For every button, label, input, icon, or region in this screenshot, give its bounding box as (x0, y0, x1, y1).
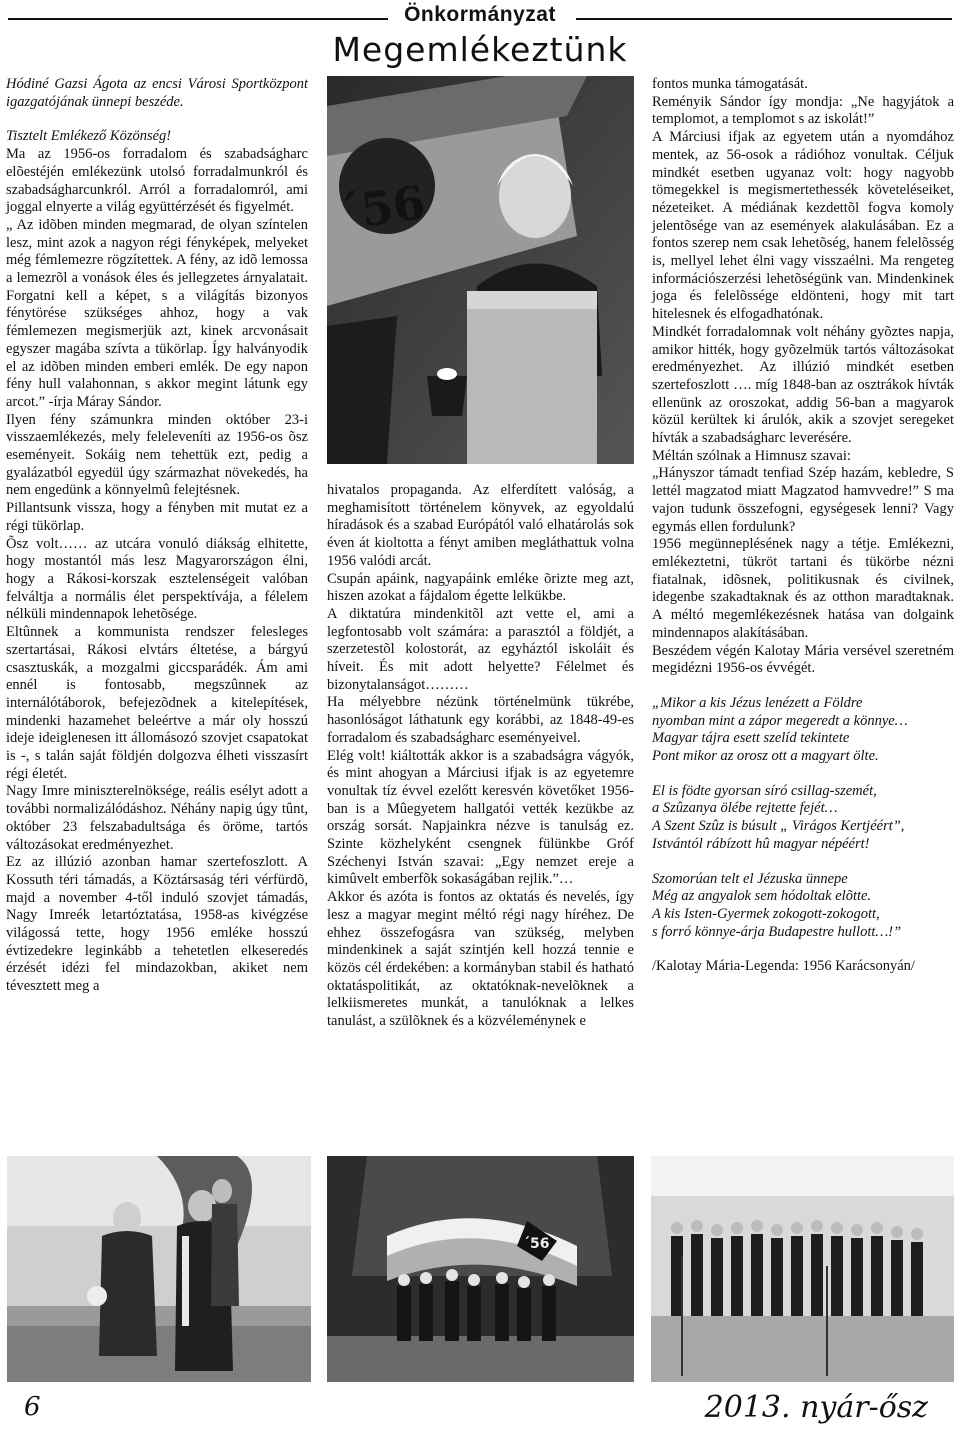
poem-line: „Mikor a kis Jézus lenézett a Földre (652, 694, 863, 711)
paragraph: Reményik Sándor így mondja: „Ne hagyjátok a templomot, a templomot s az iskolát!” (652, 93, 954, 128)
section-header (0, 4, 960, 30)
paragraph: Beszédem végén Kalotay Mária versével szeretném megidézni 1956-os évvégét. (652, 642, 954, 677)
paragraph: hivatalos propaganda. Az elferdített valóság, a meghamisított történelem könyvek, az egyoldalú híradások és a szabad Európától való elhatárolás sok éven át kioltotta a fényt amiben megláthattuk volna 1956 valódi arcát. (327, 482, 634, 569)
poem (652, 695, 954, 941)
paragraph: Méltán szólnak a Himnusz szavai: (652, 447, 851, 464)
paragraph: A diktatúra mindenkitõl azt vette el, ami a legfontosabb volt számára: a parasztól a földjét, a szerzetestõl kolostorát, az egyháztól iskoláit és híveit. És mit adott helyette? Félelmet és bizonytalanságot……… (327, 605, 634, 693)
poem-line: Még az angyalok sem hódoltak elõtte. (652, 888, 872, 905)
page-number: 6 (24, 1392, 41, 1422)
poem-line: El is födte gyorsan síró csillag-szemét, (652, 782, 877, 799)
page-headline: Megemlékeztünk (332, 30, 628, 69)
poem-line: Istvántól rábízott hû magyar népéért! (652, 835, 870, 852)
stage-badge-56: ´56 (523, 1236, 550, 1252)
badge-56-text: ´56 (334, 175, 429, 241)
article-intro: Hódiné Gazsi Ágota az encsi Városi Sportközpont igazgatójának ünnepi beszéde. (6, 76, 308, 110)
poem-line: A Szent Szûz is búsult „ Virágos Kertjéért”, (652, 818, 905, 835)
section-title: Önkormányzat (404, 3, 556, 26)
paragraph: A Márciusi ifjak az egyetem után a nyomdához mentek, az 56-osok a rádióhoz vonultak. Céljuk mindkét esetben ugyanaz volt: hogy nagyobb tömegekkel is megismertethessék követeléseiket, nézeteiket. A médiának kezdettõl fogva komoly jelentõsége van az események alakulásában. Ez a fontos szerep nem csak lehetõség, hanem felelõsség is, mellyel lehet élni vagy visszaélni. Ma rengeteg információszerzési lehetõségünk van. Mindenkinek joga és felelõssége eldönteni, hogy mit tart hitelesnek és elfogadhatónak. (652, 129, 954, 323)
poem-line: a Szûzanya ölébe rejtette fejét… (652, 800, 838, 817)
paragraph: Ha mélyebbre nézünk történelmünk tükrébe, hasonlóságot láthatunk egy korábbi, az 1848-49-es forradalom és szabadságharc eseményeivel. (327, 694, 634, 746)
paragraph: Mindkét forradalomnak volt néhány gyõztes napja, amikor hitték, hogy gyõzelmük tartós változásokat eredményezhet. Az illúzió mindkét esetben szertefoszlott …. míg 1848-ban az osztrákok hívták ellenünk az oroszokat, addig 56-ban a magyarok közül kerültek ki árulók, akik a szovjet seregeket hívták a szabadságharc leverésére. (652, 323, 954, 447)
paragraph: Csupán apáink, nagyapáink emléke õrizte meg azt, hiszen azokat a fájdalom égette lelkükbe. (327, 570, 634, 605)
paragraph: Õsz volt…… az utcára vonuló diákság elhitette, hogy mostantól más lesz Magyarországon élni, hogy a Rákosi-korszak esztelenségeit valóban felváltja a normális élet perspektívája, a félelem nélküli mindennapok lehetõsége. (6, 535, 308, 623)
paragraph: „Hányszor támadt tenfiad Szép hazám, kebledre, S lettél magzatod miatt Magzatod hamvvedre!” S ma vajon tudunk összefogni, egységesek lenni? Vagy egymás ellen fordulunk? (652, 465, 954, 535)
speaker-photo-illustration (327, 76, 634, 464)
choir-illustration (651, 1156, 954, 1382)
speaker-photo (327, 76, 634, 464)
poem-line: Szomorúan telt el Jézuska ünnepe (652, 870, 848, 887)
wreath-laying-illustration (7, 1156, 311, 1382)
paragraph: Elég volt! kiáltották akkor is a szabadságra vágyók, és mint ahogyan a Márciusi ifjak is az egyetemre vonultak tíz évvel ezelőtt keresvén követőket 1956-ban is a Mûegyetem hallgatói vették kezükbe az ország sorsát. Napjainkra nézve is tanulság ez. Szinte közhelyként csengnek fülünkbe Gróf Széchenyi István szavai: „Egy nemzet ereje a kimûvelt emberfõk sokaságában rejlik.”… (327, 747, 634, 888)
paragraph: Akkor és azóta is fontos az oktatás és nevelés, így lesz a magyar megint méltó régi nagy híréhez. De ehhez összefogásra van szükség, melyben mindenkinek a saját szintjén kell hozzá tennie e közös cél érdekében: a kormányban stabil és hatható oktatáspolitikát, az oktatóknak-nevelõknek a lelkiismeretes munkát, a tanulóknak a lelkes tanulást, a szülõknek és a közvéleménynek e (327, 889, 634, 1030)
salutation: Tisztelt Emlékező Közönség! (6, 128, 172, 145)
stage-performance-illustration (327, 1156, 634, 1382)
stage-performance-photo (327, 1156, 634, 1382)
paragraph: Ilyen fény számunkra minden október 23-i visszaemlékezés, mely feleleveníti az 1956-os õsz eseményeit. Sokáig nem tehettük ezt, pedig a gyalázatból egyedül úgy származhat növekedés, ha nem engedünk a könnyelmû felejtésnek. (6, 411, 308, 499)
paragraph: Eltûnnek a kommunista rendszer felesleges szertartásai, Rákosi elvtárs éltetése, a bárgyú csasztuskák, a mozgalmi giccsparádék. Ám ami ennél is fontosabb, megszûnnek az internálótáborok, befejezõdnek a kitelepítések, mindenki hazamehet beleértve a már oly hosszú ideje ideiglenesen itt állomásozó szovjet csapatokat is -, s talán saját földjén dolgozva élheti visszasírt régi életét. (6, 624, 308, 782)
choir-photo (651, 1156, 954, 1382)
column-2 (327, 482, 634, 1031)
paragraph: „ Az idõben minden megmarad, de olyan színtelen lesz, mint azok a nagyon régi fényképek, melyeket még fémlemezre rögzítettek. A fény, az idõ lemossa a lemezrõl a vonások éles és jellegzetes árnyalatait. Forgatni kell a képet, s a világítás bizonyos fénytörése szükséges ahhoz, hogy a vak fémlemezen megismerjük azt, kinek arcvonásait egyszer magába szívta a tükörlap. Így halványodik el az idõben minden emberi emlék. De egy napon fény hull valahonnan, s akkor megint látunk egy arcot.” -írja Máray Sándor. (6, 216, 308, 410)
poem-line: A kis Isten-Gyermek zokogott-zokogott, (652, 905, 880, 922)
paragraph: 1956 megünneplésének nagy a tétje. Emlékezni, emlékeztetni, tükröt tartani és tükörbe nézni fiatalnak, idõsnek, politikusnak és civilnek, idegenbe szakadtaknak és az otthon maradtaknak. A méltó megemlékezésnek hatása van dolgaink mindennapos alakításában. (652, 536, 954, 641)
issue-date: 2013. nyár-ősz (704, 1390, 928, 1425)
paragraph: Nagy Imre miniszterelnöksége, reális esélyt adott a további normalizálódáshoz. Néhány napig úgy tûnt, október 23 felszabadultsága és öröme, tartós változásokat eredményezhet. (6, 783, 308, 853)
paragraph: Ez az illúzió azonban hamar szertefoszlott. A Kossuth téri támadás, a Köztársaság téri vérfürdõ, majd a november 4-től induló szovjet támadás, Nagy Imreék letartóztatása, 1958-as kivégzése világossá tette, hogy 1956 emléke hosszú évtizedekre leginkább a tehetetlen elkeseredés érzését idézi fel mindazokban, akiket nem tévesztett meg a (6, 854, 308, 995)
poem-stanza (652, 783, 954, 854)
column-1 (6, 76, 308, 996)
poem-line: Magyar tájra esett szelíd tekintete (652, 730, 850, 747)
wreath-laying-photo (7, 1156, 311, 1382)
paragraph: fontos munka támogatását. (652, 76, 808, 92)
poem-source: /Kalotay Mária-Legenda: 1956 Karácsonyán/ (652, 958, 915, 975)
paragraph: Ma az 1956-os forradalom és szabadságharc elõestéjén emlékezünk utolsó forradalmunkról és szabadságharcunkról. Arról a forradalomról, ami joggal elnyerte a világ együttérzését és figyelmét. (6, 146, 308, 216)
poem-stanza (652, 871, 954, 942)
paragraph: Pillantsunk vissza, hogy a fényben mit mutat ez a régi tükörlap. (6, 500, 308, 534)
poem-line: s forró könnye-árja Budapestre hullott…!” (652, 923, 902, 940)
poem-line: nyomban mint a zápor megeredt a könnye… (652, 712, 908, 729)
poem-stanza (652, 695, 954, 766)
poem-line: Pont mikor az orosz ott a magyart ölte. (652, 748, 879, 765)
column-3 (652, 76, 954, 976)
